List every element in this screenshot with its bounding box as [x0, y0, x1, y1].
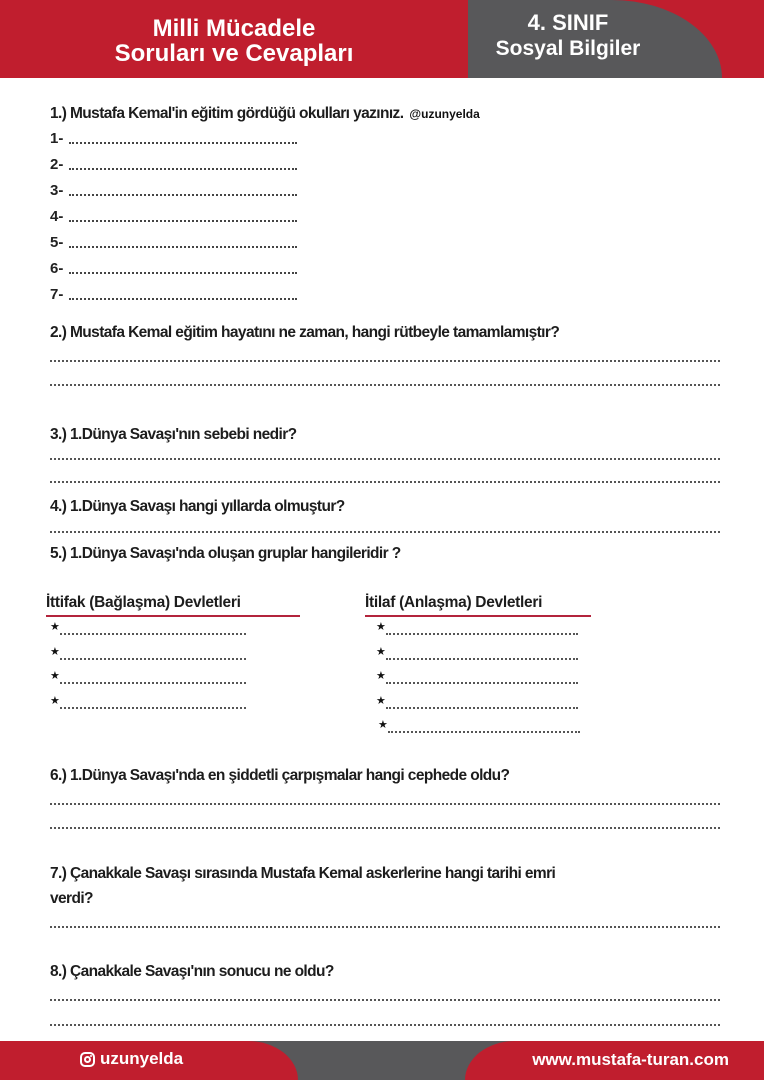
answer-line[interactable] — [50, 384, 720, 386]
answer-line[interactable] — [69, 168, 297, 170]
group-answer-item — [376, 695, 386, 707]
watermark-handle: @uzunyelda — [409, 107, 480, 121]
q1-answer-row — [50, 260, 297, 278]
question-3: 3.) 1.Dünya Savaşı'nın sebebi nedir? — [50, 426, 297, 443]
q1-item-number: 3- — [50, 182, 64, 199]
answer-line[interactable] — [50, 481, 720, 483]
answer-line[interactable] — [69, 220, 297, 222]
answer-line[interactable] — [50, 458, 720, 460]
question-4: 4.) 1.Dünya Savaşı hangi yıllarda olmuştur? — [50, 498, 345, 515]
answer-line[interactable] — [60, 707, 246, 709]
star-icon: ★ — [50, 669, 60, 682]
star-icon: ★ — [376, 644, 386, 658]
group-heading-itilaf: İtilaf (Anlaşma) Devletleri — [365, 593, 591, 617]
answer-line[interactable] — [388, 731, 580, 733]
instagram-handle[interactable] — [80, 1049, 183, 1069]
answer-line[interactable] — [386, 707, 578, 709]
question-1-text: 1.) Mustafa Kemal'in eğitim gördüğü okulları yazınız. — [50, 105, 404, 122]
answer-line[interactable] — [60, 682, 246, 684]
header-banner — [0, 0, 764, 78]
group-answer-item — [376, 621, 386, 633]
group-answer-item — [378, 719, 388, 731]
answer-line[interactable] — [50, 1024, 720, 1026]
q1-answer-row — [50, 130, 297, 148]
answer-line[interactable] — [386, 658, 578, 660]
answer-line[interactable] — [50, 360, 720, 362]
answer-line[interactable] — [50, 926, 720, 928]
answer-line[interactable] — [386, 682, 578, 684]
question-7-continued: verdi? — [50, 890, 93, 907]
q1-item-number: 5- — [50, 234, 64, 251]
q1-item-number: 6- — [50, 260, 64, 277]
group-answer-item — [50, 670, 60, 682]
answer-line[interactable] — [69, 246, 297, 248]
q1-item-number: 2- — [50, 156, 64, 173]
instagram-text: uzunyelda — [100, 1049, 184, 1068]
star-icon: ★ — [50, 620, 60, 633]
grade-label: 4. SINIF — [527, 10, 609, 35]
footer-banner — [0, 1041, 764, 1080]
question-6: 6.) 1.Dünya Savaşı'nda en şiddetli çarpışmalar hangi cephede oldu? — [50, 767, 510, 784]
q1-item-number: 4- — [50, 208, 64, 225]
q1-answer-row — [50, 156, 297, 174]
question-1 — [50, 104, 480, 124]
group-answer-item — [376, 646, 386, 658]
q1-answer-row — [50, 286, 297, 304]
group-answer-item — [50, 621, 60, 633]
answer-line[interactable] — [69, 194, 297, 196]
q1-item-number: 1- — [50, 130, 64, 147]
star-icon: ★ — [376, 620, 386, 633]
question-8: 8.) Çanakkale Savaşı'nın sonucu ne oldu? — [50, 963, 334, 980]
question-2: 2.) Mustafa Kemal eğitim hayatını ne zaman, hangi rütbeyle tamamlamıştır? — [50, 324, 560, 341]
star-icon: ★ — [376, 693, 386, 707]
subject-label: Sosyal Bilgiler — [495, 37, 641, 60]
website-link[interactable]: www.mustafa-turan.com — [532, 1050, 729, 1069]
group-answer-item — [50, 695, 60, 707]
star-icon: ★ — [50, 644, 60, 658]
star-icon: ★ — [378, 718, 388, 731]
instagram-icon — [80, 1052, 95, 1067]
q1-answer-row — [50, 182, 297, 200]
answer-line[interactable] — [60, 658, 246, 660]
group-answer-item — [376, 670, 386, 682]
answer-line[interactable] — [50, 531, 720, 533]
worksheet-title — [0, 16, 468, 66]
question-5: 5.) 1.Dünya Savaşı'nda oluşan gruplar hangileridir ? — [50, 545, 401, 562]
answer-line[interactable] — [60, 633, 246, 635]
q1-answer-row — [50, 208, 297, 226]
answer-line[interactable] — [69, 142, 297, 144]
answer-line[interactable] — [50, 803, 720, 805]
q1-item-number: 7- — [50, 286, 64, 303]
answer-line[interactable] — [386, 633, 578, 635]
answer-line[interactable] — [50, 999, 720, 1001]
answer-line[interactable] — [50, 827, 720, 829]
answer-line[interactable] — [69, 272, 297, 274]
group-answer-item — [50, 646, 60, 658]
q1-answer-row — [50, 234, 297, 252]
group-heading-ittifak: İttifak (Bağlaşma) Devletleri — [46, 593, 300, 617]
grade-subject — [468, 10, 668, 62]
question-7: 7.) Çanakkale Savaşı sırasında Mustafa Kemal askerlerine hangi tarihi emri — [50, 865, 556, 882]
star-icon: ★ — [50, 693, 60, 707]
title-line-1: Milli Mücadele — [152, 15, 316, 42]
answer-line[interactable] — [69, 298, 297, 300]
star-icon: ★ — [376, 669, 386, 682]
title-line-2: Soruları ve Cevapları — [114, 40, 354, 67]
